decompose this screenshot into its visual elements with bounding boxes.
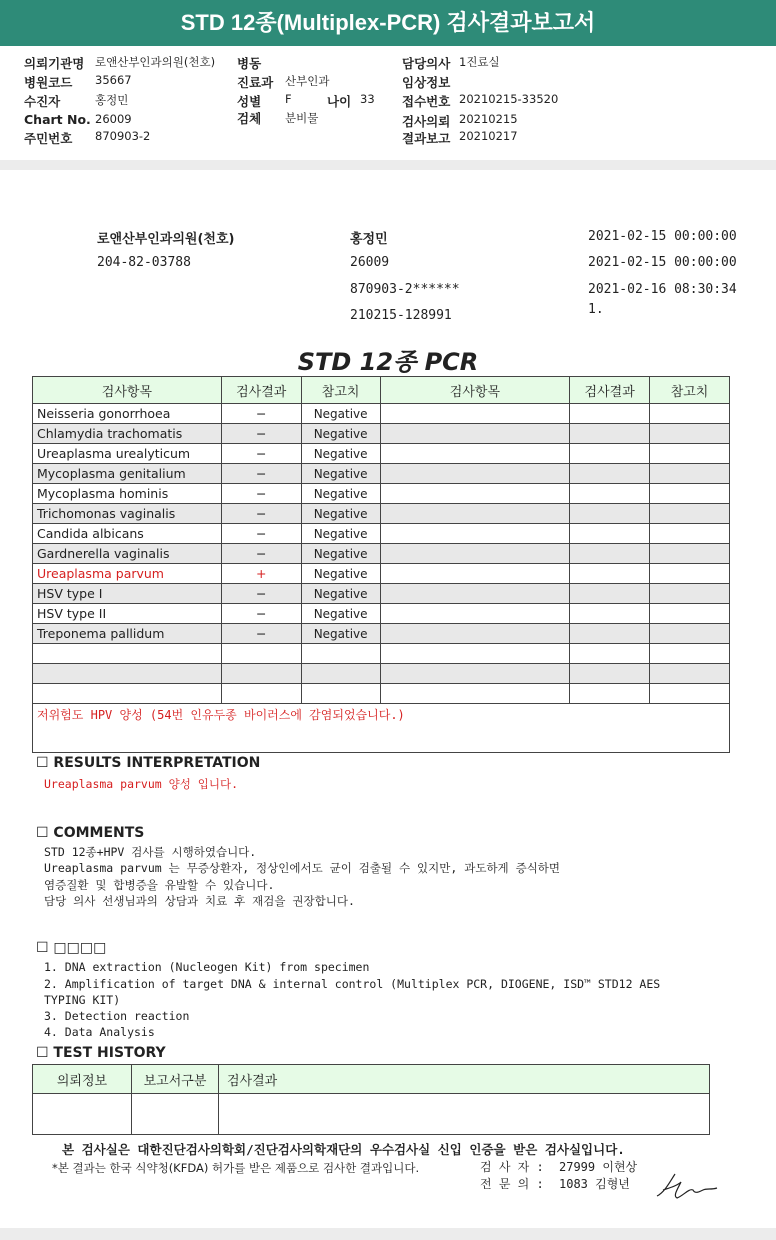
ward-label: 병동 [237, 56, 262, 71]
interpretation-title: ☐ RESULTS INTERPRETATION [36, 755, 261, 771]
test-result: − [221, 504, 301, 524]
table-row [33, 504, 730, 524]
method-line: 3. Detection reaction [44, 1009, 190, 1023]
doctor-label: 담당의사 [402, 56, 451, 71]
test-result: + [221, 564, 301, 584]
test-reference: Negative [301, 484, 380, 504]
history-row [33, 1094, 710, 1135]
method-line: 4. Data Analysis [44, 1025, 155, 1039]
chart-label: Chart No. [24, 112, 91, 127]
history-header-type: 보고서구분 [132, 1065, 219, 1094]
comment-line: Ureaplasma parvum 는 무증상환자, 정상인에서도 균이 검출될 수 있지만, 과도하게 증식하면 [44, 861, 561, 875]
table-row [33, 424, 730, 444]
test-reference: Negative [301, 504, 380, 524]
header-result-2: 검사결과 [570, 377, 650, 404]
doctor-value: 1진료실 [459, 55, 500, 69]
method-title: ☐ □□□□ [36, 940, 107, 956]
table-row [33, 484, 730, 504]
test-name: HSV type II [33, 604, 222, 624]
test-result: − [221, 424, 301, 444]
certification-note: 본 검사실은 대한진단검사의학회/진단검사의학재단의 우수검사실 신입 인증을 받은 검사실입니다. [62, 1142, 625, 1157]
clinical-label: 임상정보 [402, 75, 451, 90]
report-value: 20210217 [459, 129, 518, 143]
section-heading: STD 12종 PCR [297, 348, 479, 376]
test-reference: Negative [301, 404, 380, 424]
table-row [33, 444, 730, 464]
interpretation-text: Ureaplasma parvum 양성 입니다. [44, 777, 239, 791]
date-reported: 2021-02-16 08:30:34 [588, 282, 737, 297]
test-result: − [221, 444, 301, 464]
test-result: − [221, 404, 301, 424]
header-result: 검사결과 [221, 377, 301, 404]
kfda-note: *본 결과는 한국 식약청(KFDA) 허가를 받은 제품으로 검사한 결과입니다. [52, 1161, 420, 1175]
test-reference: Negative [301, 604, 380, 624]
table-row-empty [33, 664, 730, 684]
hpv-note: 저위험도 HPV 양성 (54번 인유두종 바이러스에 감염되었습니다.) [33, 704, 730, 753]
age-value: 33 [360, 92, 375, 106]
results-table [32, 376, 730, 753]
signature-image [655, 1170, 719, 1202]
receipt-value: 20210215-33520 [459, 92, 559, 106]
id-value: 870903-2 [95, 129, 151, 143]
institution-label: 의뢰기관명 [24, 56, 85, 71]
history-header-row [33, 1065, 710, 1094]
table-row-empty [33, 684, 730, 704]
table-row-positive [33, 564, 730, 584]
date-received: 2021-02-15 00:00:00 [588, 229, 737, 244]
comment-line: 염증질환 및 합병증을 유발할 수 있습니다. [44, 878, 275, 892]
report-title: STD 12종(Multiplex-PCR) 검사결과보고서 [0, 0, 776, 46]
institution-value: 로앤산부인과의원(천호) [95, 55, 216, 69]
test-reference: Negative [301, 524, 380, 544]
specialist-value: 1083 김형년 [559, 1177, 630, 1191]
test-name: Trichomonas vaginalis [33, 504, 222, 524]
test-result: − [221, 604, 301, 624]
page-number: 1. [588, 302, 604, 317]
request-label: 검사의뢰 [402, 114, 451, 129]
header-test-item-2: 검사항목 [380, 377, 570, 404]
divider [0, 160, 776, 170]
comment-line: STD 12종+HPV 검사를 시행하였습니다. [44, 845, 257, 859]
test-name: Treponema pallidum [33, 624, 222, 644]
patient-label: 수진자 [24, 94, 61, 109]
test-name: Mycoplasma hominis [33, 484, 222, 504]
test-result: − [221, 484, 301, 504]
department-label: 진료과 [237, 75, 274, 90]
results-header-row [33, 377, 730, 404]
tester-label: 검 사 자 : [480, 1160, 544, 1174]
test-name: Candida albicans [33, 524, 222, 544]
clinic-name: 로앤산부인과의원(천호) [97, 232, 235, 247]
test-result: − [221, 624, 301, 644]
test-result: − [221, 464, 301, 484]
test-result: − [221, 524, 301, 544]
history-table [32, 1064, 710, 1135]
comments-title: ☐ COMMENTS [36, 825, 145, 841]
test-result: − [221, 544, 301, 564]
test-name: Mycoplasma genitalium [33, 464, 222, 484]
method-line: 2. Amplification of target DNA & internal control (Multiplex PCR, DIOGENE, ISD™ STD12 AES [44, 977, 661, 991]
table-row [33, 624, 730, 644]
sex-value: F [285, 92, 292, 106]
test-reference: Negative [301, 624, 380, 644]
specimen-value: 분비물 [285, 111, 319, 125]
receipt-label: 접수번호 [402, 94, 451, 109]
table-row [33, 524, 730, 544]
test-reference: Negative [301, 584, 380, 604]
test-name: Chlamydia trachomatis [33, 424, 222, 444]
table-note-row [33, 704, 730, 753]
hospital-code-label: 병원코드 [24, 75, 73, 90]
table-row [33, 404, 730, 424]
history-title: ☐ TEST HISTORY [36, 1045, 166, 1061]
date-collected: 2021-02-15 00:00:00 [588, 255, 737, 270]
history-header-result: 검사결과 [219, 1065, 710, 1094]
test-name: Neisseria gonorrhoea [33, 404, 222, 424]
patient-resident-id: 870903-2****** [350, 282, 460, 297]
specimen-label: 검체 [237, 111, 262, 126]
test-name: HSV type I [33, 584, 222, 604]
test-result: − [221, 584, 301, 604]
hospital-code-value: 35667 [95, 73, 132, 87]
age-label: 나이 [327, 94, 352, 109]
table-row [33, 604, 730, 624]
method-line: 1. DNA extraction (Nucleogen Kit) from specimen [44, 960, 370, 974]
request-value: 20210215 [459, 112, 518, 126]
department-value: 산부인과 [285, 74, 330, 88]
test-name: Ureaplasma parvum [33, 564, 222, 584]
test-reference: Negative [301, 544, 380, 564]
specialist-label: 전 문 의 : [480, 1177, 544, 1191]
history-header-request: 의뢰정보 [33, 1065, 132, 1094]
clinic-number: 204-82-03788 [97, 255, 191, 270]
test-reference: Negative [301, 444, 380, 464]
report-header [0, 46, 776, 160]
chart-value: 26009 [95, 112, 132, 126]
test-name: Gardnerella vaginalis [33, 544, 222, 564]
test-reference: Negative [301, 424, 380, 444]
test-name: Ureaplasma urealyticum [33, 444, 222, 464]
patient-chart: 26009 [350, 255, 390, 270]
tester-value: 27999 이현상 [559, 1160, 638, 1174]
header-reference-2: 참고치 [650, 377, 730, 404]
method-line: TYPING KIT) [44, 993, 121, 1007]
table-row-empty [33, 644, 730, 664]
table-row [33, 464, 730, 484]
test-reference: Negative [301, 564, 380, 584]
header-reference: 참고치 [301, 377, 380, 404]
test-reference: Negative [301, 464, 380, 484]
header-test-item: 검사항목 [33, 377, 222, 404]
bottom-bar [0, 1228, 776, 1240]
patient-name: 홍정민 [350, 232, 388, 247]
patient-value: 홍정민 [95, 93, 129, 107]
table-row [33, 544, 730, 564]
table-row [33, 584, 730, 604]
id-label: 주민번호 [24, 131, 73, 146]
report-label: 결과보고 [402, 131, 451, 146]
sex-label: 성별 [237, 94, 262, 109]
sample-number: 210215-128991 [350, 308, 452, 323]
comment-line: 담당 의사 선생님과의 상담과 치료 후 재검을 권장합니다. [44, 894, 355, 908]
